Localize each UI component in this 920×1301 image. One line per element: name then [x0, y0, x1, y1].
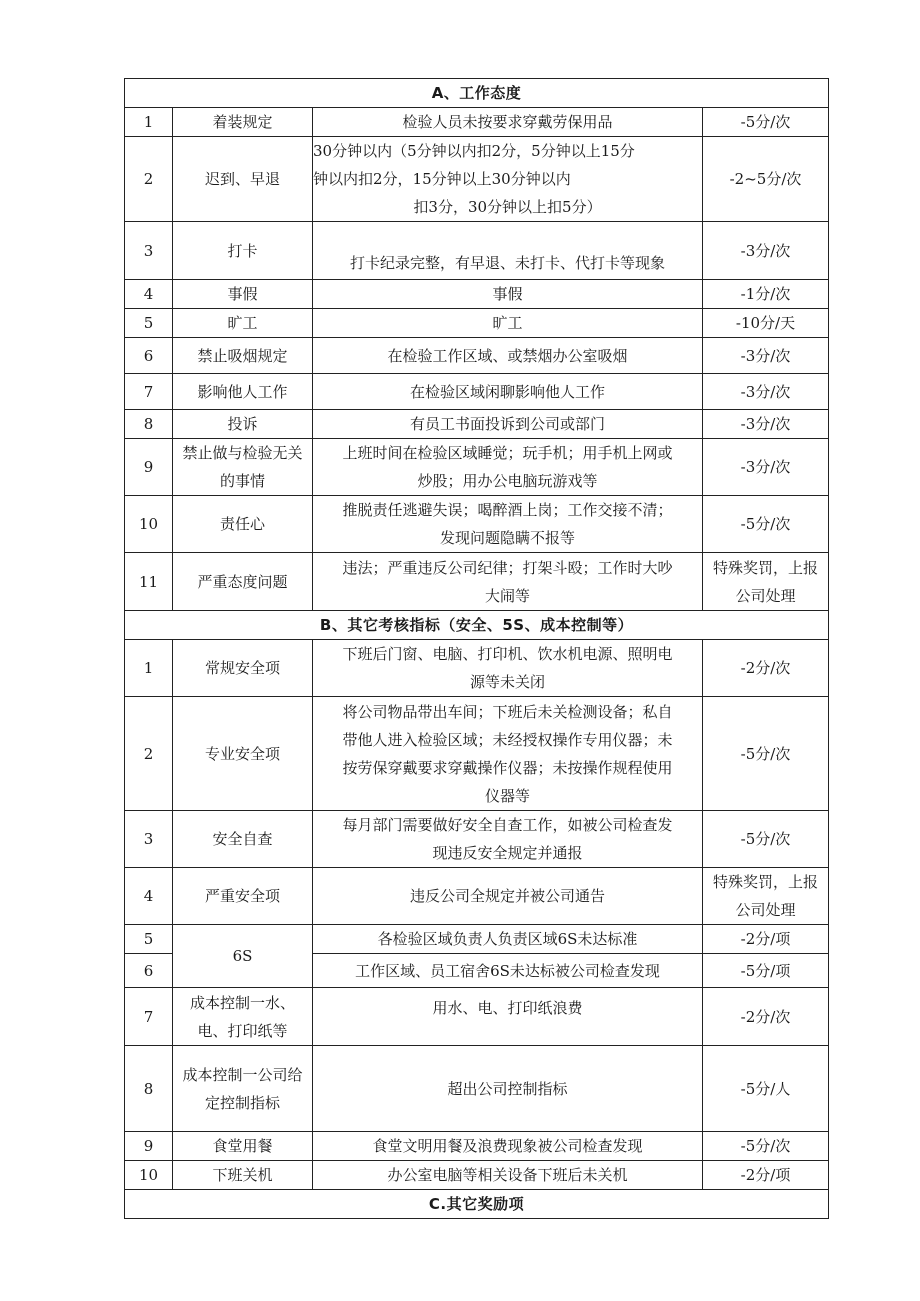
- section-c-title: C.其它奖励项: [125, 1190, 829, 1219]
- item-description: 在检验工作区域、或禁烟办公室吸烟: [313, 338, 703, 374]
- item-name: 责任心: [173, 496, 313, 553]
- item-description: 打卡纪录完整，有早退、未打卡、代打卡等现象: [313, 222, 703, 280]
- penalty-score: -1分/次: [703, 280, 829, 309]
- item-description: [313, 137, 703, 222]
- penalty-score: -5分/项: [703, 954, 829, 988]
- item-description: 违反公司全规定并被公司通告: [313, 868, 703, 925]
- item-description: 用水、电、打印纸浪费: [313, 988, 703, 1046]
- table-row: [125, 811, 829, 868]
- item-name: 专业安全项: [173, 697, 313, 811]
- item-description: 办公室电脑等相关设备下班后未关机: [313, 1161, 703, 1190]
- row-number: 10: [125, 1161, 173, 1190]
- description-line: 推脱责任逃避失误；喝醉酒上岗；工作交接不清；: [342, 501, 673, 519]
- penalty-score: -3分/次: [703, 222, 829, 280]
- penalty-score: [703, 553, 829, 611]
- score-line: 公司处理: [735, 586, 796, 605]
- table-row: [125, 1161, 829, 1190]
- score-line: 特殊奖罚，上报: [712, 558, 818, 577]
- item-name: 事假: [173, 280, 313, 309]
- table-row: [125, 553, 829, 611]
- item-description: 各检验区域负责人负责区域6S未达标准: [313, 925, 703, 954]
- item-name: 旷工: [173, 309, 313, 338]
- table-row: [125, 222, 829, 280]
- item-name-line: 成本控制一公司给: [182, 1065, 303, 1084]
- item-description: [313, 697, 703, 811]
- penalty-score: [703, 868, 829, 925]
- item-description: [313, 439, 703, 496]
- table-row: [125, 1132, 829, 1161]
- table-row: [125, 410, 829, 439]
- score-line: 特殊奖罚，上报: [712, 873, 818, 891]
- row-number: 5: [125, 309, 173, 338]
- table-row: [125, 338, 829, 374]
- penalty-score: -5分/次: [703, 1132, 829, 1161]
- penalty-score: -5分/人: [703, 1046, 829, 1132]
- item-name: 6S: [173, 925, 313, 988]
- table-row: [125, 925, 829, 954]
- penalty-score: -2分/项: [703, 925, 829, 954]
- row-number: 4: [125, 280, 173, 309]
- penalty-score: -2分/次: [703, 988, 829, 1046]
- description-line: 炒股；用办公电脑玩游戏等: [417, 472, 598, 490]
- table-row: [125, 309, 829, 338]
- item-description: 事假: [313, 280, 703, 309]
- section-a-title: A、工作态度: [125, 79, 829, 108]
- row-number: 1: [125, 640, 173, 697]
- table-row: [125, 496, 829, 553]
- item-description: 超出公司控制指标: [313, 1046, 703, 1132]
- item-name: 打卡: [173, 222, 313, 280]
- penalty-score: -5分/次: [703, 108, 829, 137]
- item-name: [173, 988, 313, 1046]
- item-name: 迟到、早退: [173, 137, 313, 222]
- row-number: 4: [125, 868, 173, 925]
- table-row: [125, 988, 829, 1046]
- table-row: [125, 1046, 829, 1132]
- row-number: 9: [125, 1132, 173, 1161]
- penalty-score: -5分/次: [703, 811, 829, 868]
- item-name: 影响他人工作: [173, 374, 313, 410]
- item-name: 下班关机: [173, 1161, 313, 1190]
- description-line: 违法；严重违反公司纪律；打架斗殴；工作时大吵: [342, 558, 673, 577]
- penalty-score: -10分/天: [703, 309, 829, 338]
- penalty-score: -2~5分/次: [703, 137, 829, 222]
- row-number: 3: [125, 811, 173, 868]
- description-line: 仪器等: [484, 786, 530, 805]
- item-description: 旷工: [313, 309, 703, 338]
- description-line: 发现问题隐瞒不报等: [439, 529, 575, 547]
- section-b-title: B、其它考核指标（安全、5S、成本控制等）: [125, 611, 829, 640]
- item-description: [313, 811, 703, 868]
- item-description: [313, 553, 703, 611]
- penalty-score: -5分/次: [703, 496, 829, 553]
- row-number: 1: [125, 108, 173, 137]
- table-row: [125, 280, 829, 309]
- item-description: 在检验区域闲聊影响他人工作: [313, 374, 703, 410]
- item-name: 着装规定: [173, 108, 313, 137]
- penalty-score: -3分/次: [703, 410, 829, 439]
- item-name: [173, 1046, 313, 1132]
- row-number: 2: [125, 697, 173, 811]
- description-line: 钟以内扣2分，15分钟以上30分钟以内: [313, 170, 571, 188]
- row-number: 5: [125, 925, 173, 954]
- row-number: 9: [125, 439, 173, 496]
- score-line: 公司处理: [735, 901, 796, 919]
- description-line: 现违反安全规定并通报: [432, 844, 583, 862]
- table-row: [125, 697, 829, 811]
- item-name: [173, 439, 313, 496]
- item-description: [313, 496, 703, 553]
- row-number: 8: [125, 410, 173, 439]
- description-line: 将公司物品带出车间；下班后未关检测设备；私自: [342, 702, 673, 721]
- penalty-score: -3分/次: [703, 439, 829, 496]
- table-row: [125, 439, 829, 496]
- description-line: 上班时间在检验区域睡觉；玩手机；用手机上网或: [342, 444, 673, 462]
- table-row: [125, 137, 829, 222]
- table-row: [125, 868, 829, 925]
- description-line: 30分钟以内（5分钟以内扣2分，5分钟以上15分: [313, 142, 635, 160]
- table-row: [125, 108, 829, 137]
- item-description: 有员工书面投诉到公司或部门: [313, 410, 703, 439]
- penalty-score: -2分/项: [703, 1161, 829, 1190]
- row-number: 3: [125, 222, 173, 280]
- row-number: 6: [125, 338, 173, 374]
- item-name: 禁止吸烟规定: [173, 338, 313, 374]
- table-row: [125, 374, 829, 410]
- penalty-score: -3分/次: [703, 374, 829, 410]
- penalty-score: -2分/次: [703, 640, 829, 697]
- item-name: 常规安全项: [173, 640, 313, 697]
- description-line: 扣3分，30分钟以上扣5分）: [413, 198, 602, 216]
- item-description: 工作区域、员工宿舍6S未达标被公司检查发现: [313, 954, 703, 988]
- item-name-line: 成本控制一水、: [189, 993, 295, 1012]
- item-name: 食堂用餐: [173, 1132, 313, 1161]
- item-description: [313, 640, 703, 697]
- item-description: 食堂文明用餐及浪费现象被公司检查发现: [313, 1132, 703, 1161]
- row-number: 8: [125, 1046, 173, 1132]
- row-number: 11: [125, 553, 173, 611]
- table-row: [125, 640, 829, 697]
- row-number: 7: [125, 988, 173, 1046]
- item-name: 投诉: [173, 410, 313, 439]
- item-name-line: 禁止做与检验无关: [182, 444, 303, 462]
- penalty-score: -3分/次: [703, 338, 829, 374]
- row-number: 6: [125, 954, 173, 988]
- item-name-line: 电、打印纸等: [197, 1021, 288, 1040]
- description-line: 每月部门需要做好安全自查工作，如被公司检查发: [342, 816, 673, 834]
- description-line: 带他人进入检验区域；未经授权操作专用仪器；未: [342, 730, 673, 749]
- item-description: 检验人员未按要求穿戴劳保用品: [313, 108, 703, 137]
- row-number: 10: [125, 496, 173, 553]
- item-name-line: 的事情: [219, 472, 265, 490]
- item-name: 严重态度问题: [173, 553, 313, 611]
- penalty-score: -5分/次: [703, 697, 829, 811]
- row-number: 2: [125, 137, 173, 222]
- item-name: 安全自查: [173, 811, 313, 868]
- description-line: 大闹等: [484, 586, 530, 605]
- row-number: 7: [125, 374, 173, 410]
- description-line: 下班后门窗、电脑、打印机、饮水机电源、照明电: [342, 645, 673, 663]
- item-name-line: 定控制指标: [204, 1093, 280, 1112]
- item-name: 严重安全项: [173, 868, 313, 925]
- assessment-table: [124, 78, 829, 1219]
- description-line: 按劳保穿戴要求穿戴操作仪器；未按操作规程使用: [342, 758, 673, 777]
- description-line: 源等未关闭: [469, 673, 545, 691]
